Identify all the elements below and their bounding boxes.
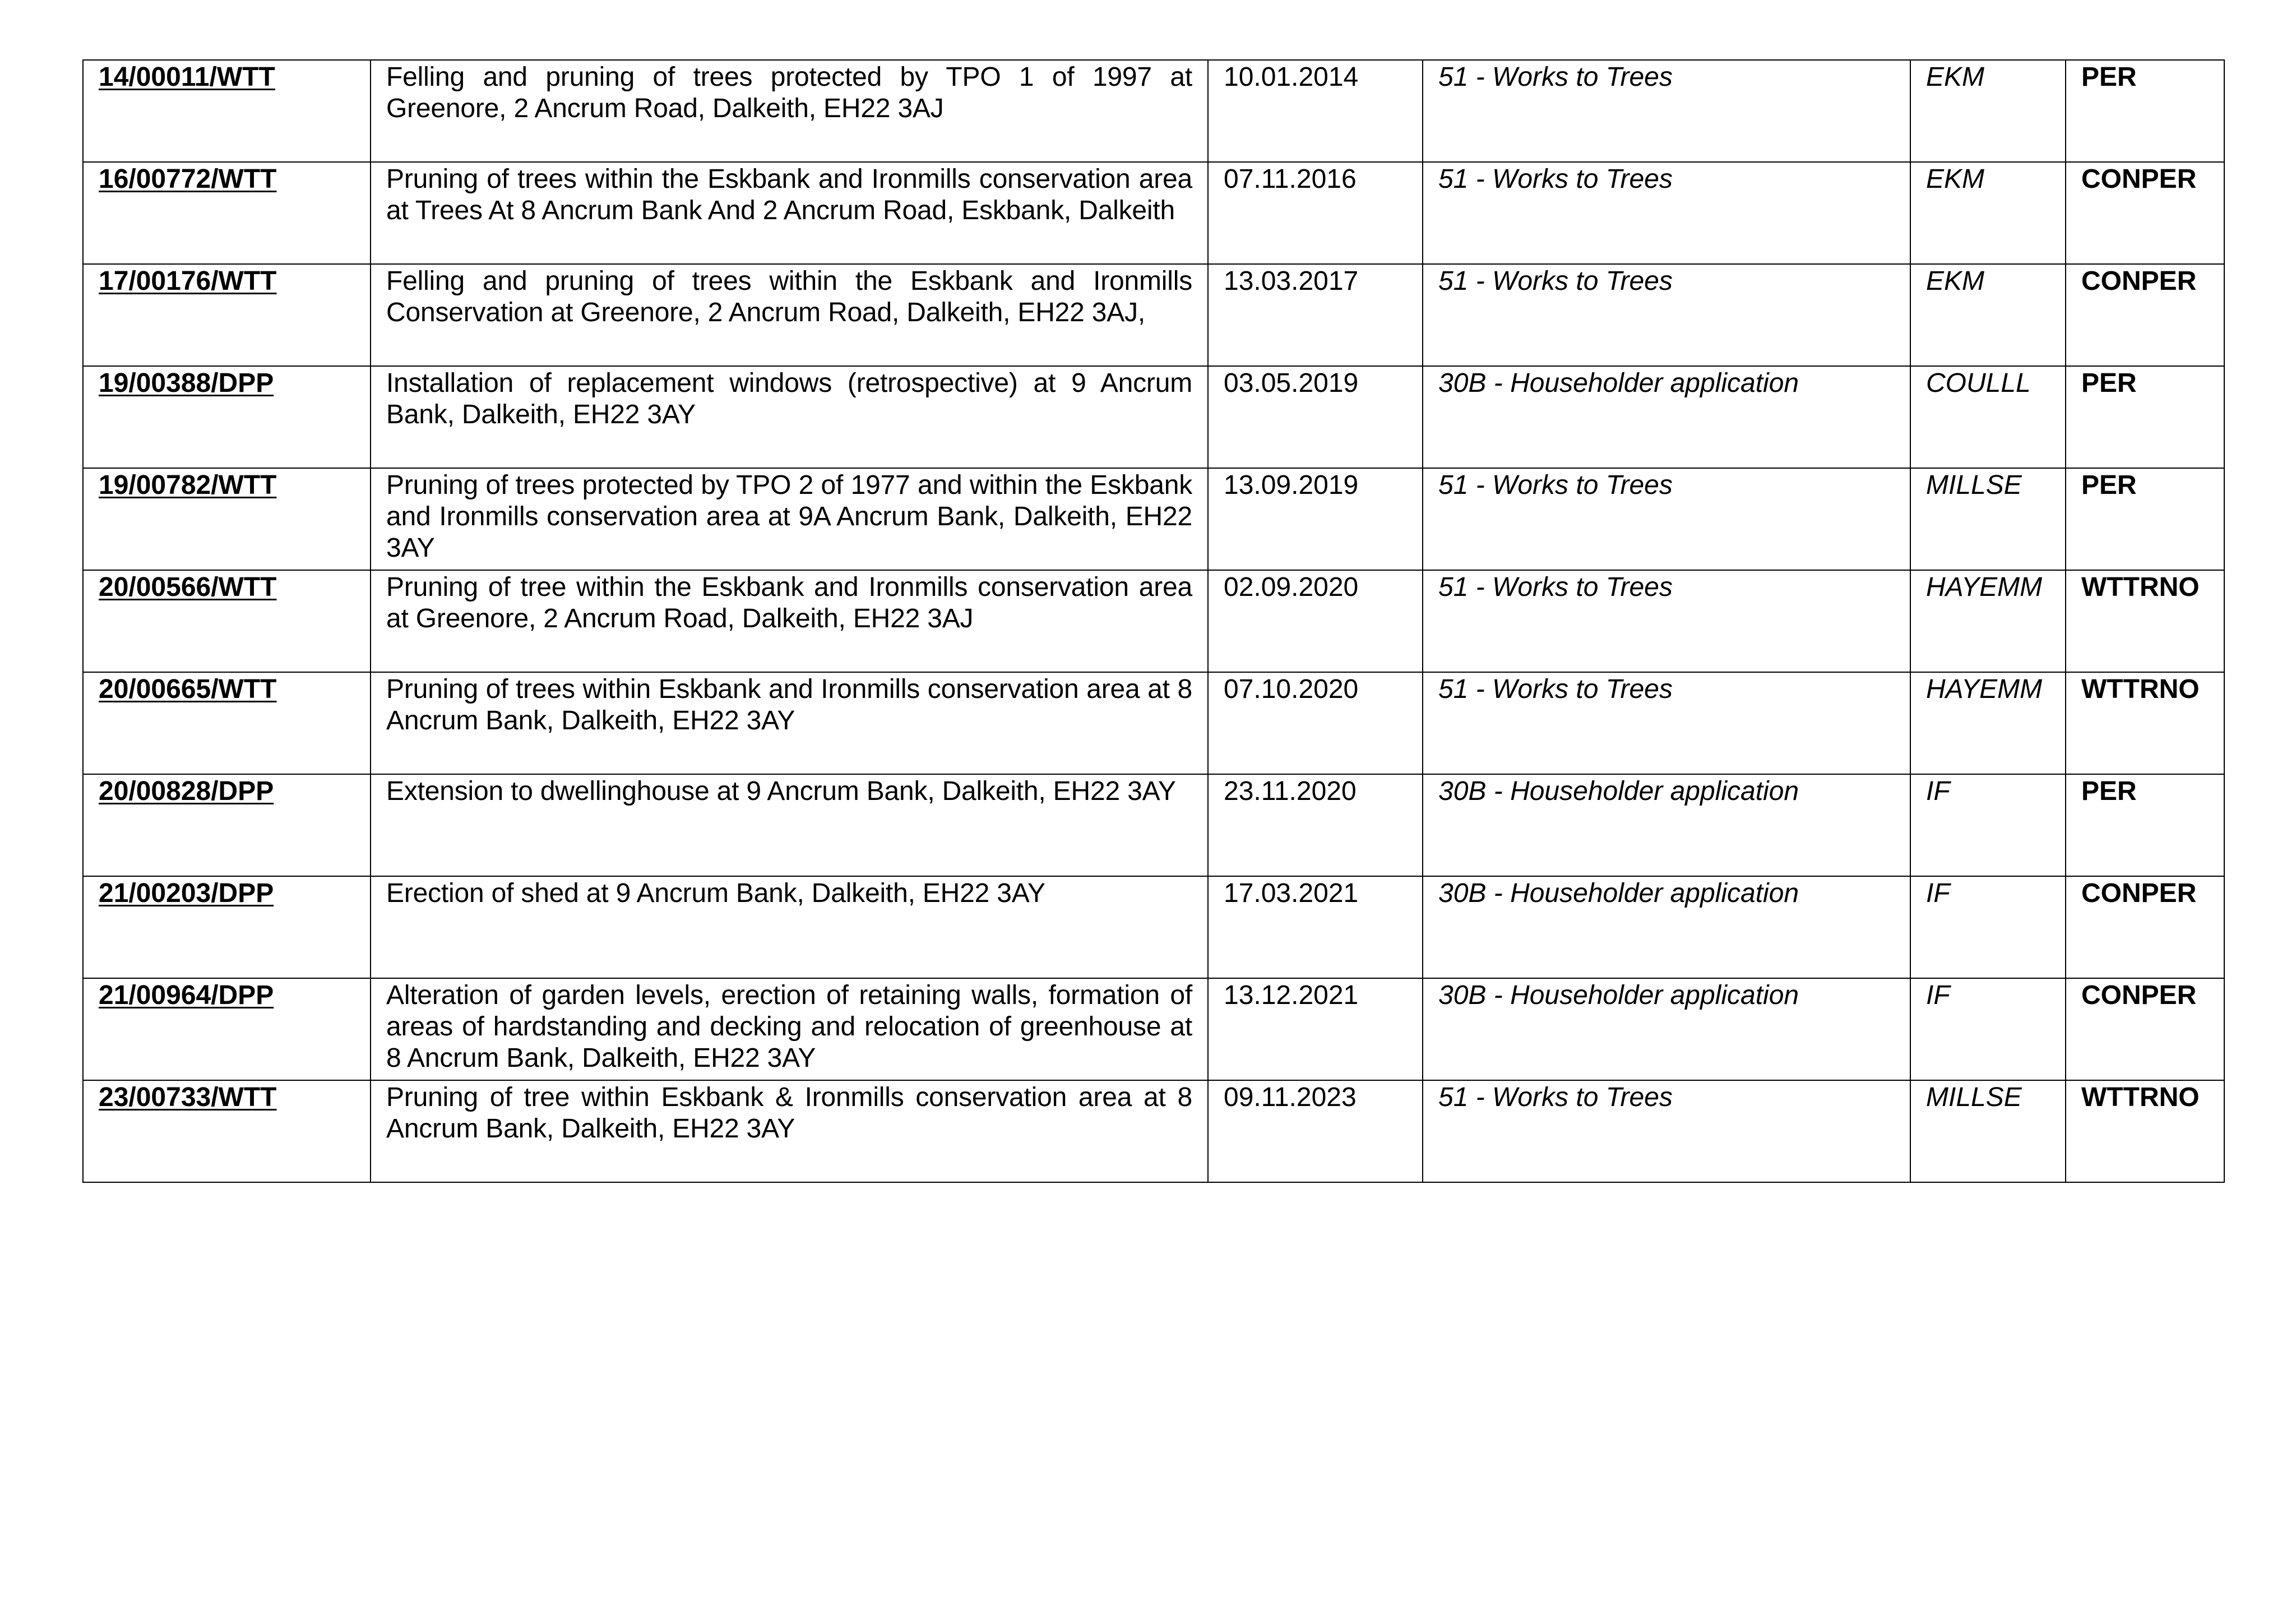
application-type: 51 - Works to Trees [1438,62,1673,92]
description-cell [371,468,1208,570]
date-cell [1208,570,1423,672]
application-description: Felling and pruning of trees within the Eskbank and Ironmills Conservation at Greenore, 2 Ancrum Road, Dalkeith, EH22 3AJ, [386,266,1192,327]
application-description: Felling and pruning of trees protected by TPO 1 of 1997 at Greenore, 2 Ancrum Road, Dalkeith, EH22 3AJ [386,62,1192,123]
application-description: Pruning of tree within Eskbank & Ironmills conservation area at 8 Ancrum Bank, Dalkeith, EH22 3AY [386,1082,1192,1144]
ref-cell[interactable] [83,570,371,672]
table-row [83,162,2224,264]
description-cell [371,264,1208,366]
table-row [83,876,2224,978]
application-type: 30B - Householder application [1438,878,1799,908]
decision-code: CONPER [2081,980,2197,1010]
application-type: 30B - Householder application [1438,368,1799,398]
application-date: 02.09.2020 [1224,572,1359,602]
planning-applications-table [82,59,2225,1183]
officer-cell [1910,774,2066,876]
decision-code: WTTRNO [2081,674,2200,704]
application-type: 51 - Works to Trees [1438,572,1673,602]
decision-cell [2066,366,2224,468]
date-cell [1208,366,1423,468]
officer-cell [1910,162,2066,264]
application-description: Pruning of tree within the Eskbank and Ironmills conservation area at Greenore, 2 Ancrum Road, Dalkeith, EH22 3AJ [386,572,1192,633]
application-description: Pruning of trees within the Eskbank and Ironmills conservation area at Trees At 8 Ancrum Bank And 2 Ancrum Road, Eskbank, Dalkeith [386,164,1192,225]
table-row [83,672,2224,774]
decision-cell [2066,978,2224,1080]
decision-code: WTTRNO [2081,572,2200,602]
application-type: 51 - Works to Trees [1438,266,1673,296]
ref-cell[interactable] [83,978,371,1080]
application-type: 30B - Householder application [1438,776,1799,806]
table-row [83,264,2224,366]
description-cell [371,774,1208,876]
application-ref-link[interactable]: 21/00964/DPP [99,980,274,1010]
application-date: 07.11.2016 [1224,164,1357,194]
application-type: 30B - Householder application [1438,980,1799,1010]
case-officer: HAYEMM [1926,572,2043,602]
description-cell [371,366,1208,468]
description-cell [371,60,1208,162]
officer-cell [1910,672,2066,774]
application-date: 13.03.2017 [1224,266,1359,296]
application-ref-link[interactable]: 21/00203/DPP [99,878,274,908]
decision-cell [2066,60,2224,162]
case-officer: IF [1926,878,1950,908]
description-cell [371,1080,1208,1182]
application-date: 23.11.2020 [1224,776,1357,806]
decision-code: PER [2081,776,2137,806]
type-cell [1423,672,1910,774]
application-date: 10.01.2014 [1224,62,1359,92]
date-cell [1208,162,1423,264]
case-officer: MILLSE [1926,1082,2022,1112]
type-cell [1423,162,1910,264]
date-cell [1208,264,1423,366]
decision-cell [2066,672,2224,774]
decision-code: WTTRNO [2081,1082,2200,1112]
application-date: 13.09.2019 [1224,470,1359,500]
application-description: Installation of replacement windows (retrospective) at 9 Ancrum Bank, Dalkeith, EH22 3AY [386,368,1192,429]
application-description: Alteration of garden levels, erection of retaining walls, formation of areas of hardstanding and decking and relocation of greenhouse at 8 Ancrum Bank, Dalkeith, EH22 3AY [386,980,1192,1073]
date-cell [1208,978,1423,1080]
officer-cell [1910,60,2066,162]
application-ref-link[interactable]: 20/00665/WTT [99,674,277,704]
case-officer: EKM [1926,266,1985,296]
ref-cell[interactable] [83,60,371,162]
application-ref-link[interactable]: 19/00782/WTT [99,470,277,500]
application-date: 17.03.2021 [1224,878,1359,908]
date-cell [1208,60,1423,162]
application-ref-link[interactable]: 20/00566/WTT [99,572,277,602]
decision-cell [2066,876,2224,978]
table-row [83,570,2224,672]
application-description: Pruning of trees protected by TPO 2 of 1977 and within the Eskbank and Ironmills conservation area at 9A Ancrum Bank, Dalkeith, EH22 3AY [386,470,1192,563]
description-cell [371,672,1208,774]
decision-code: PER [2081,368,2137,398]
decision-cell [2066,162,2224,264]
application-type: 51 - Works to Trees [1438,1082,1673,1112]
case-officer: HAYEMM [1926,674,2043,704]
description-cell [371,162,1208,264]
table-row [83,1080,2224,1182]
table-row [83,60,2224,162]
application-description: Extension to dwellinghouse at 9 Ancrum Bank, Dalkeith, EH22 3AY [386,776,1176,806]
table-row [83,774,2224,876]
case-officer: EKM [1926,62,1985,92]
application-date: 09.11.2023 [1224,1082,1357,1112]
decision-code: CONPER [2081,266,2197,296]
application-type: 51 - Works to Trees [1438,674,1673,704]
decision-code: CONPER [2081,878,2197,908]
case-officer: IF [1926,980,1950,1010]
ref-cell[interactable] [83,876,371,978]
ref-cell[interactable] [83,774,371,876]
case-officer: EKM [1926,164,1985,194]
type-cell [1423,468,1910,570]
case-officer: COULLL [1926,368,2031,398]
decision-code: PER [2081,470,2137,500]
date-cell [1208,672,1423,774]
application-date: 07.10.2020 [1224,674,1359,704]
table-row [83,366,2224,468]
ref-cell[interactable] [83,672,371,774]
application-type: 51 - Works to Trees [1438,470,1673,500]
type-cell [1423,1080,1910,1182]
decision-code: PER [2081,62,2137,92]
table-row [83,978,2224,1080]
application-type: 51 - Works to Trees [1438,164,1673,194]
type-cell [1423,60,1910,162]
type-cell [1423,366,1910,468]
ref-cell[interactable] [83,366,371,468]
date-cell [1208,876,1423,978]
description-cell [371,876,1208,978]
officer-cell [1910,264,2066,366]
officer-cell [1910,366,2066,468]
application-description: Pruning of trees within Eskbank and Ironmills conservation area at 8 Ancrum Bank, Dalkeith, EH22 3AY [386,674,1192,735]
description-cell [371,570,1208,672]
officer-cell [1910,570,2066,672]
decision-cell [2066,1080,2224,1182]
officer-cell [1910,1080,2066,1182]
type-cell [1423,978,1910,1080]
type-cell [1423,876,1910,978]
decision-cell [2066,774,2224,876]
ref-cell[interactable] [83,1080,371,1182]
ref-cell[interactable] [83,468,371,570]
application-ref-link[interactable]: 17/00176/WTT [99,266,277,296]
application-ref-link[interactable]: 16/00772/WTT [99,164,277,194]
officer-cell [1910,468,2066,570]
description-cell [371,978,1208,1080]
decision-cell [2066,264,2224,366]
type-cell [1423,264,1910,366]
ref-cell[interactable] [83,162,371,264]
case-officer: IF [1926,776,1950,806]
date-cell [1208,1080,1423,1182]
application-ref-link[interactable]: 14/00011/WTT [99,62,275,92]
application-date: 03.05.2019 [1224,368,1359,398]
decision-code: CONPER [2081,164,2197,194]
application-date: 13.12.2021 [1224,980,1359,1010]
decision-cell [2066,468,2224,570]
decision-cell [2066,570,2224,672]
ref-cell[interactable] [83,264,371,366]
date-cell [1208,774,1423,876]
case-officer: MILLSE [1926,470,2022,500]
type-cell [1423,570,1910,672]
table-row [83,468,2224,570]
application-ref-link[interactable]: 20/00828/DPP [99,776,274,806]
application-ref-link[interactable]: 19/00388/DPP [99,368,274,398]
officer-cell [1910,978,2066,1080]
application-description: Erection of shed at 9 Ancrum Bank, Dalkeith, EH22 3AY [386,878,1045,908]
date-cell [1208,468,1423,570]
type-cell [1423,774,1910,876]
officer-cell [1910,876,2066,978]
application-ref-link[interactable]: 23/00733/WTT [99,1082,277,1112]
